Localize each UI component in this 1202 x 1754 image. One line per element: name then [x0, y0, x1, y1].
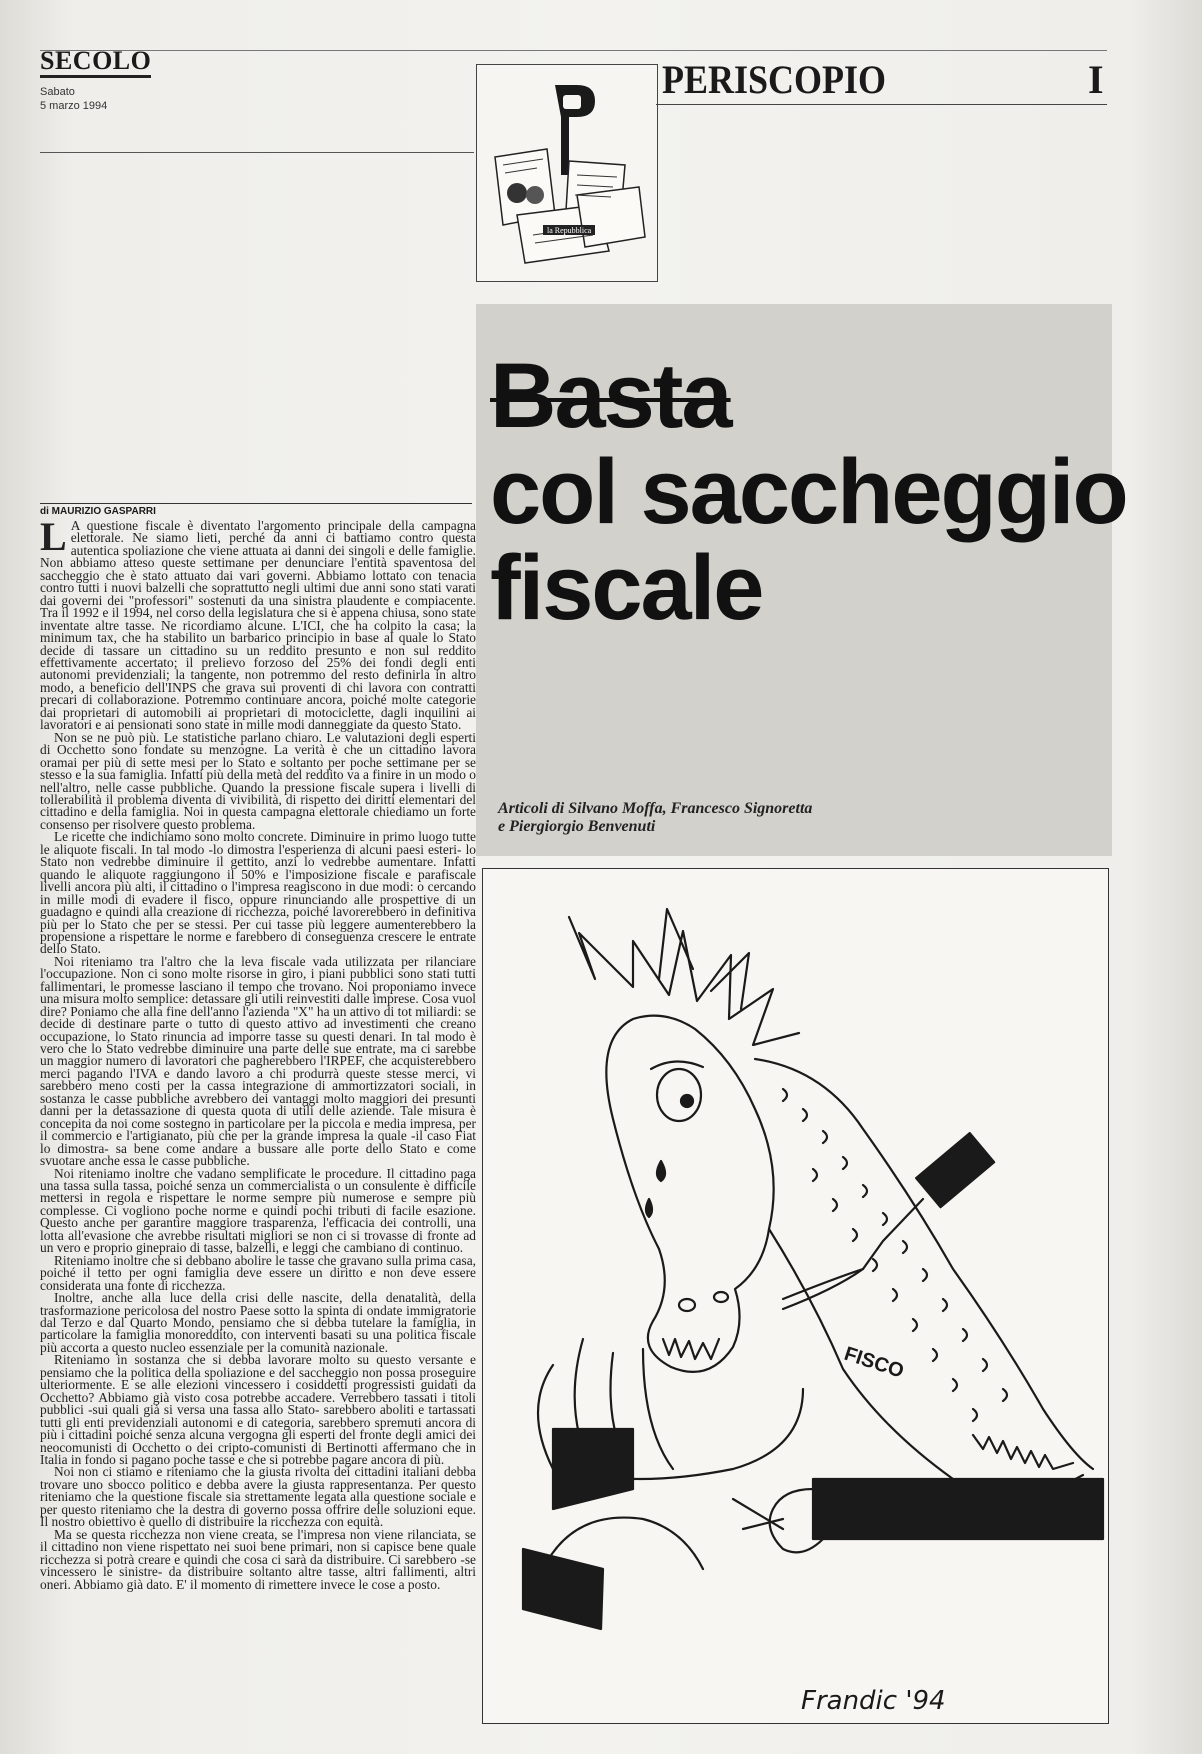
article-body: [40, 520, 476, 1730]
issue-day: Sabato: [40, 86, 75, 98]
section-logo-box: [476, 64, 658, 282]
article-paragraph: Noi riteniamo inoltre che vadano semplificate le procedure. Il cittadino paga una tassa sulla tassa, poiché senza un commercialista o un consulente è difficile mettersi in regola e rispettare le norme sempre più numerose e sempre più complesse. Ci vogliono poche norme e quindi pochi tributi di facile esazione. Questo anche per garantire maggiore trasparenza, l'efficacia dei controlli, una lotta all'evasione che avrebbe risultati migliori se non ci si trovasse di fronte ad un vero e proprio ginepraio di tasse, balzelli, e leggi che cambiano di continuo.: [40, 1165, 476, 1256]
article-paragraph: Inoltre, anche alla luce della crisi delle nascite, della denatalità, della trasformazione pericolosa del nostro Paese sotto la spinta di ondate immigratorie dal Terzo e dal Quarto Mondo, pensiamo che si debba tutelare la famiglia, in particolare la famiglia monoreddito, con interventi basati su una politica fiscale più accorta a questo nucleo essenziale per la comunità nazionale.: [40, 1290, 476, 1355]
logo-newspaper-text: la Repubblica: [547, 226, 592, 235]
cartoon-frame: [482, 868, 1109, 1724]
article-paragraph: Noi riteniamo tra l'altro che la leva fiscale vada utilizzata per rilanciare l'occupazione. Non ci sono molte risorse in giro, i piani pubblici sono stati tutti fallimentari, le promesse lasciano il tempo che trovano. Noi proponiamo invece una misura molto semplice: detassare gli utili reinvestiti dalle imprese. Cosa vuol dire? Poniamo che alla fine dell'anno l'azienda "X" ha un attivo di tot miliardi: se decide di destinare parte o tutto di questo attivo ad investimenti che creano occupazione, lo Stato rinuncia ad imporre tasse su questi denari. In tal modo è vero che lo Stato vedrebbe diminuire una parte delle sue entrate, ma ci sarebbe un maggior numero di lavoratori che pagherebbero l'IRPEF, che acquisterebbero merci pagando l'IVA e dando lavoro a chi produrrà queste stesse merci, vi sarebbero meno costi per la cassa integrazione di ammortizzatori sociali, in sostanza le casse pubbliche avrebbero dei vantaggi molto maggiori dei presunti danni per la detassazione di questa quota di utili delle aziende. Tale misura è concepita da noi come sostegno in particolare per la piccola e media impresa, per il commercio e l'artigianato, più che per la grande impresa la quale -il caso Fiat lo dimostra- sa bene come andare a bussare alle porte dello Stato e come svuotare anche essa le casse pubbliche.: [40, 953, 476, 1169]
article-paragraph: Riteniamo inoltre che si debbano abolire le tasse che gravano sulla prima casa, poiché il tetto per ogni famiglia deve essere un diritto e non deve essere considerata una fonte di ricchezza.: [40, 1252, 476, 1293]
headline-line-1: Basta: [490, 345, 731, 447]
periscope-newspapers-icon: [477, 65, 657, 281]
article-paragraph: Riteniamo in sostanza che si debba lavorare molto su questo versante e pensiamo che la politica della spoliazione e del saccheggio non possa proseguire ulteriormente. E se alle elezioni vincessero i cosiddetti progressisti guidati da Occhetto? Abbiamo già visto cosa potrebbe accadere. Verrebbero tassati i titoli pubblici -sui quali già si versa una tassa allo Stato- sarebbero aboliti e tartassati tutti gli enti previdenziali autonomi e di categoria, sarebbero spremuti ancora di più i cittadini poiché senza alcuna vergogna gli esperti del fronte degli amici dei neocomunisti di Occhetto o dei cripto-comunisti di Bertinotti affermano che in Italia in fondo si pagano poche tasse e che si potrebbe pagare ancora di più.: [40, 1352, 476, 1467]
credits-line-2: e Piergiorgio Benvenuti: [498, 818, 656, 835]
cartoonist-signature: Frandic '94: [801, 1686, 946, 1716]
fisco-label: FISCO: [841, 1342, 907, 1383]
article-byline: di MAURIZIO GASPARRI: [40, 503, 472, 517]
column-rule: [40, 152, 474, 153]
article-paragraph: Ma se questa ricchezza non viene creata, se l'impresa non viene rilanciata, se il cittadino non viene rispettato nei suoi bene primari, non si capisce bene quale ricchezza si potrà creare e quindi che cosa ci sarà da distribuire. Ci sarebbero -se vincessero le sinistre- da distribuire soltanto altre tasse, altri fallimenti, altri oneri. Abbiamo già dato. E' il momento di rimettere invece le cose a posto.: [40, 1526, 476, 1592]
headline: [490, 345, 1127, 639]
page-number: I: [1088, 57, 1104, 102]
section-title: PERISCOPIO: [662, 57, 887, 102]
headline-line-2: col saccheggio: [490, 441, 1127, 543]
fisco-dragon-cartoon: [483, 869, 1108, 1723]
masthead-logo: SECOLO: [40, 48, 151, 78]
issue-date: 5 marzo 1994: [40, 100, 108, 112]
article-credits: [498, 800, 1098, 836]
section-rule: [656, 104, 1107, 105]
article-paragraph: Le ricette che indichiamo sono molto concrete. Diminuire in primo luogo tutte le aliquote fiscali. In tal modo -lo dimostra l'esperienza di alcuni paesi esteri- lo Stato non vedrebbe diminuire il gettito, anzi lo vedrebbe aumentare. Infatti quando le aliquote raggiungono il 50% e l'imposizione fiscale e parafiscale livelli ancora più alti, il cittadino o l'impresa reagiscono in due modi: o cercando in mille modi di evadere il fisco, oppure rinunciando alle prospettive di un guadagno e quindi alla creazione di ricchezza, poiché lavorerebbero in definitiva più per lo Stato che per se stessi. Per cui tasse più leggere aumenterebbero la propensione a rispettare le norme e farebbero di conseguenza crescere le entrate dello Stato.: [40, 829, 476, 957]
article-paragraph: Noi non ci stiamo e riteniamo che la giusta rivolta dei cittadini italiani debba trovare uno sbocco politico e debba avere la giusta rappresentanza. Per questo riteniamo che la questione fiscale sia strettamente legata alla questione sociale e per questo riteniamo che la destra di governo possa offrire delle soluzioni eque. Il nostro obiettivo è quello di distribuire la ricchezza con equità.: [40, 1464, 476, 1530]
article-paragraph: Non se ne può più. Le statistiche parlano chiaro. Le valutazioni degli esperti di Occhetto sono fondate su menzogne. La verità è che un cittadino lavora oramai per più di sette mesi per lo Stato e soltanto per poche settimane per se stesso e la sua famiglia. Infatti più della metà del reddito va a finire in un modo o nell'altro, nelle casse pubbliche. Quando la pressione fiscale supera i livelli di tollerabilità il problema diventa di vivibilità, di rispetto dei diritti elementari del cittadino e della famiglia. Noi in questa campagna elettorale chiediamo un forte consenso per risolvere questo problema.: [40, 729, 476, 832]
top-rule: [40, 50, 1107, 51]
headline-line-3: fiscale: [490, 537, 763, 639]
drop-cap: L: [40, 520, 67, 559]
credits-line-1: Articoli di Silvano Moffa, Francesco Signoretta: [498, 800, 813, 817]
article-paragraph: L A questione fiscale è diventato l'argomento principale della campagna elettorale. Ne siamo lieti, perché da anni ci battiamo contro questa autentica spoliazione che viene attuata ai danni dei singoli e delle famiglie. Non abbiamo atteso queste settimane per denunciare l'entità spaventosa del saccheggio che è stato attuato dai vari governi. Abbiamo lottato con tenacia contro tutti i nuovi balzelli che soprattutto negli ultimi due anni sono stati varati dai governi dei "professori" sostenuti da una sinistra plaudente e compiacente. Tra il 1992 e il 1994, nel corso della legislatura che si è appena chiusa, sono state inventate altre tasse. Ne ricordiamo alcune. L'ICI, che ha colpito la casa; la minimum tax, che ha stabilito un barbarico principio in base al quale lo Stato decide di tassare un cittadino su un reddito presunto e non sul reddito effettivamente accertato; il prelievo forzoso del 25% dei fondi degli enti autonomi previdenziali; la tangente, non potremmo del resto definirla in altro modo, a beneficio dell'INPS che grava sui proventi di chi lavora con contratti precari di collaborazione. Potremmo continuare ancora, poiché molte categorie dai proprietari di automobili ai proprietari di motociclette, dagli inquilini ai lavoratori e ai pensionati sono state in mille modi danneggiate da questo Stato.: [40, 520, 476, 733]
